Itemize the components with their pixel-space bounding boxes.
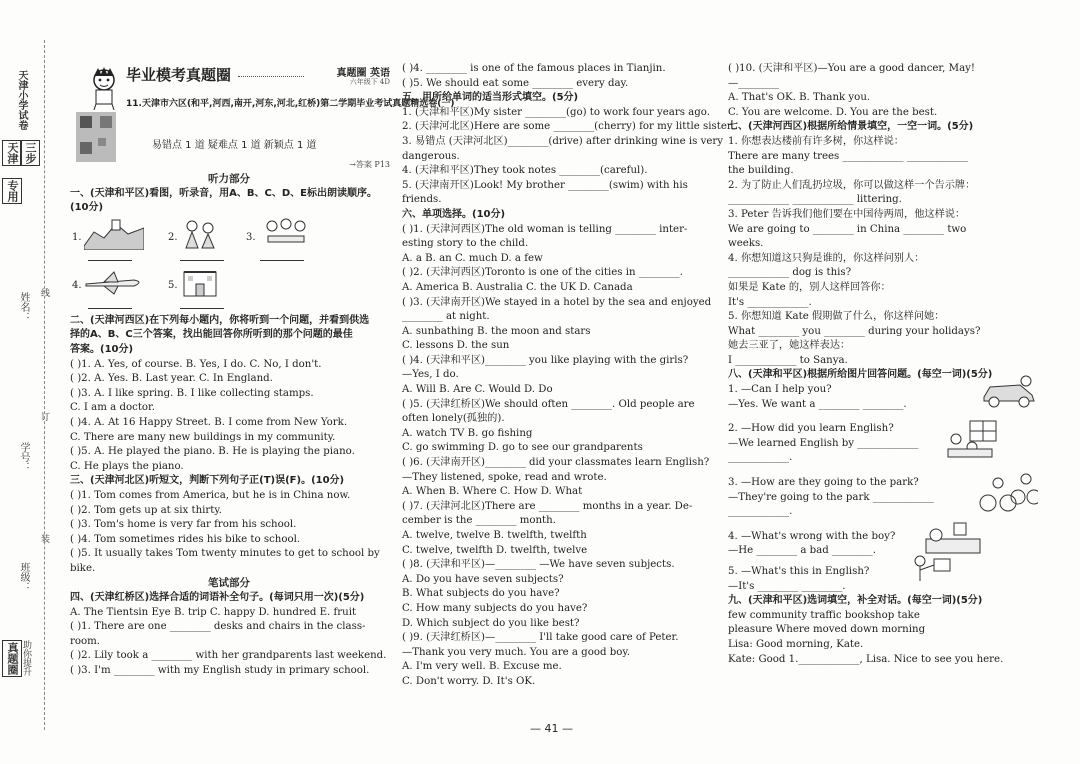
- margin-series-logo: 真题圈: [2, 640, 22, 677]
- pic-label-3: 3.: [246, 231, 256, 243]
- children-picture: [180, 218, 220, 250]
- binding-word-2: 订: [39, 412, 49, 421]
- question-row: 4. 你想知道这只狗是谁的，你这样问别人：: [728, 252, 925, 264]
- section-1-score: (10分): [70, 202, 104, 214]
- question-row: ( )2. A. Yes. B. Last year. C. In England.: [70, 373, 273, 385]
- question-stats: 易错点 1 道 疑难点 1 道 新颖点 1 道: [152, 140, 317, 151]
- binding-word-1: 线: [39, 288, 49, 297]
- section-1-instruction: 一、(天津和平区)看图，听录音，用A、B、C、D、E标出朗读顺序。: [70, 187, 377, 199]
- title-dotted-rule: [238, 76, 304, 77]
- question-row: —Yes, I do.: [402, 369, 459, 381]
- question-row: ____________ dog is this?: [728, 267, 852, 279]
- pic-label-1: 1.: [72, 231, 82, 243]
- question-row: weeks.: [728, 238, 764, 250]
- question-row: C. twelve, twelfth D. twelfth, twelve: [402, 544, 588, 556]
- section-7-instruction: 七、(天津河西区)根据所给情景填空，一空一词。(5分): [728, 121, 974, 133]
- column-1: [70, 172, 388, 679]
- question-row: C. How many subjects do you have?: [402, 602, 588, 614]
- question-row: ( )3. (天津南开区)We stayed in a hotel by the sea and enjoyed: [402, 296, 712, 308]
- family-table-picture: [260, 216, 312, 250]
- question-row: ( )2. Tom gets up at six thirty.: [70, 504, 223, 516]
- question-row: A. Will B. Are C. Would D. Do: [402, 384, 553, 396]
- question-row: 5. 你想知道 Kate 假期做了什么，你这样问她：: [728, 311, 945, 323]
- question-row: —Thank you very much. You are a good boy.: [402, 646, 631, 658]
- question-row: A. When B. Where C. How D. What: [402, 486, 583, 498]
- question-row: C. There are many new buildings in my community.: [70, 431, 336, 443]
- question-row: ____________ ____________ littering.: [728, 194, 902, 206]
- question-row: 2. 为了防止人们乱扔垃圾，你可以做这样一个告示牌：: [728, 179, 976, 191]
- question-row: —He ________ a bad ________.: [728, 545, 876, 557]
- pic-label-2: 2.: [168, 231, 178, 243]
- question-row: 3. 易错点 (天津河北区)________(drive) after drinking wine is very: [402, 135, 723, 147]
- picture-questions: [728, 383, 1044, 594]
- question-row: 5. (天津南开区)Look! My brother ________(swim) with his: [402, 179, 688, 191]
- question-row: ( )10. (天津和平区)—You are a good dancer, May!: [728, 63, 976, 74]
- question-row: ( )7. (天津河北区)There are ________ months in a year. De-: [402, 500, 693, 512]
- question-row: —They're going to the park ____________: [728, 491, 934, 503]
- answer-line-3: [260, 260, 304, 261]
- question-row: ____________.: [728, 506, 793, 518]
- question-row: —Yes. We want a ________ ________.: [728, 398, 907, 410]
- question-row: 3. —How are they going to the park?: [728, 477, 919, 489]
- section-3-instruction: 三、(天津河北区)听短文，判断下列句子正(T)误(F)。(10分): [70, 475, 345, 487]
- margin-logo-tianjin: 天津: [2, 140, 22, 166]
- section-2-instruction-b: 择的A、B、C三个答案，找出能回答你所听到的那个问题的最佳: [70, 329, 353, 341]
- question-row: A. America B. Australia C. the UK D. Canada: [402, 281, 633, 293]
- question-row: 5. —What's this in English?: [728, 566, 870, 577]
- question-row: ( )1. There are one ________ desks and chairs in the class-: [70, 621, 366, 633]
- question-row: A. Do you have seven subjects?: [402, 573, 564, 585]
- question-row: ____________.: [728, 452, 793, 464]
- question-row: A. I'm very well. B. Excuse me.: [402, 661, 562, 673]
- students-computer-picture: [946, 419, 998, 461]
- sick-boy-picture: [924, 521, 982, 557]
- section-4-instruction: 四、(天津红桥区)选择合适的词语补全句子。(每词只用一次)(5分): [70, 592, 365, 604]
- answer-line-4: [88, 308, 132, 309]
- class-label: 班级：: [18, 562, 29, 592]
- column-3: [728, 62, 1044, 667]
- question-row: C. go swimming D. go to see our grandparents: [402, 442, 643, 454]
- bicycles-picture: [978, 473, 1038, 513]
- name-label: 姓名：: [18, 292, 29, 322]
- question-row: A. sunbathing B. the moon and stars: [402, 325, 591, 337]
- question-row: C. He plays the piano.: [70, 460, 184, 472]
- question-row: There are many trees ____________ ____________: [728, 150, 968, 162]
- question-row: ________ at night.: [402, 311, 490, 323]
- question-row: friends.: [402, 194, 442, 206]
- question-row: ( )2. (天津河西区)Toronto is one of the cities in ________.: [402, 267, 683, 279]
- question-row: room.: [70, 635, 101, 647]
- id-label: 学号：: [18, 442, 29, 472]
- brand-label: 真题圈 英语: [336, 68, 390, 79]
- question-row: 1. 你想表达楼前有许多树，你这样说：: [728, 135, 904, 147]
- section-5-instruction: 五、用所给单词的适当形式填空。(5分): [402, 92, 579, 104]
- question-row: A. a B. an C. much D. a few: [402, 252, 543, 264]
- school-building-picture: [180, 264, 220, 298]
- question-row: A. watch TV B. go fishing: [402, 427, 533, 439]
- question-row: A. twelve, twelve B. twelfth, twelfth: [402, 530, 587, 541]
- question-row: 2. —How did you learn English?: [728, 423, 894, 435]
- question-row: ( )2. Lily took a ________ with her grandparents last weekend.: [70, 650, 387, 662]
- answer-line-2: [180, 260, 224, 261]
- section-8-instruction: 八、(天津和平区)根据所给图片回答问题。(每空一词)(5分): [728, 369, 993, 381]
- section-2-instruction-a: 二、(天津河西区)在下列每小题内，你将听到一个问题，并看到供选: [70, 314, 370, 326]
- question-row: ( )4. Tom sometimes rides his bike to school.: [70, 533, 301, 545]
- question-row: It's ____________.: [728, 296, 812, 308]
- column-2: [402, 62, 734, 690]
- question-row: ( )4. A. At 16 Happy Street. B. I come from New York.: [70, 416, 348, 428]
- question-row: 1. (天津和平区)My sister ________(go) to work four years ago.: [402, 106, 710, 118]
- question-row: I ____________ to Sanya.: [728, 354, 848, 366]
- teacher-pointing-picture: [912, 555, 952, 585]
- question-row: C. You are welcome. D. You are the best.: [728, 106, 938, 118]
- question-row: —We learned English by ____________: [728, 437, 919, 449]
- margin-logo-sanbu: 三步: [20, 140, 40, 166]
- question-row: esting story to the child.: [402, 238, 529, 250]
- question-row: ( )8. (天津和平区)—________ —We have seven subjects.: [402, 559, 675, 571]
- section-2-instruction-c: 答案。(10分): [70, 343, 134, 355]
- great-wall-picture: [84, 218, 144, 250]
- question-row: C. lessons D. the sun: [402, 340, 510, 352]
- car-picture: [980, 375, 1038, 409]
- question-row: 2. (天津河北区)Here are some ________(cherry) for my little sister.: [402, 121, 734, 133]
- binding-word-3: 装: [39, 534, 49, 543]
- question-row: ( )3. A. I like spring. B. I like collecting stamps.: [70, 387, 314, 399]
- question-row: ( )4. ________ is one of the famous places in Tianjin.: [402, 63, 666, 74]
- pic-label-5: 5.: [168, 279, 178, 291]
- question-row: ( )5. A. He played the piano. B. He is playing the piano.: [70, 446, 355, 458]
- question-row: 1. —Can I help you?: [728, 384, 832, 396]
- question-row: ( )5. (天津红桥区)We should often ________. Old people are: [402, 398, 695, 410]
- question-row: 她去三亚了，她这样表达：: [728, 340, 851, 352]
- listening-pictures: [70, 216, 388, 314]
- question-row: ( )3. I'm ________ with my English study in primary school.: [70, 665, 370, 677]
- section-9-instruction: 九、(天津和平区)选词填空，补全对话。(每空一词)(5分): [728, 595, 983, 607]
- question-row: ( )1. Tom comes from America, but he is in China now.: [70, 489, 351, 501]
- dialogue-line: Lisa: Good morning, Kate.: [728, 638, 864, 650]
- binding-dashed-line: [44, 40, 45, 730]
- question-row: dangerous.: [402, 150, 460, 162]
- section-title-writing: 笔试部分: [208, 577, 250, 590]
- question-row: ( )1. A. Yes, of course. B. Yes, I do. C. No, I don't.: [70, 358, 322, 370]
- question-row: —________: [728, 77, 779, 89]
- question-row: the building.: [728, 165, 794, 177]
- word-bank-row-2: pleasure Where moved down morning: [728, 624, 926, 636]
- question-row: We are going to ________ in China ________ two: [728, 223, 967, 235]
- question-row: C. I am a doctor.: [70, 402, 156, 414]
- question-row: ( )9. (天津红桥区)—________ I'll take good care of Peter.: [402, 632, 679, 644]
- pic-label-4: 4.: [72, 279, 82, 291]
- word-bank: A. The Tientsin Eye B. trip C. happy D. hundred E. fruit: [70, 606, 357, 618]
- question-row: C. Don't worry. D. It's OK.: [402, 675, 536, 687]
- dialogue-line: Kate: Good 1.____________, Lisa. Nice to see you here.: [728, 653, 1004, 665]
- question-row: ( )5. It usually takes Tom twenty minutes to get to school by: [70, 548, 380, 560]
- grade-label: 六年级下 4D: [349, 78, 390, 86]
- exam-title: 毕业模考真题圈: [126, 66, 232, 84]
- section-title-listening: 听力部分: [208, 173, 250, 185]
- question-row: ( )1. (天津河西区)The old woman is telling ________ inter-: [402, 223, 688, 235]
- question-row: B. What subjects do you have?: [402, 588, 560, 600]
- answer-reference: →答案 P13: [349, 160, 390, 169]
- question-row: ( )5. We should eat some ________ every day.: [402, 77, 629, 89]
- cartoon-boy-icon: [86, 66, 122, 110]
- airplane-picture: [84, 270, 146, 296]
- margin-logo-zhuanyong: 专用: [2, 178, 22, 204]
- question-row: 4. (天津和平区)They took notes ________(careful).: [402, 165, 648, 177]
- question-row: cember is the ________ month.: [402, 515, 556, 527]
- qr-code-icon: [76, 112, 116, 162]
- question-row: D. Which subject do you like best?: [402, 617, 580, 629]
- answer-line-5: [180, 308, 224, 309]
- question-row: —It's ________ ________.: [728, 580, 846, 592]
- question-row: ( )6. (天津南开区)________ did your classmates learn English?: [402, 457, 710, 469]
- word-bank-row-1: few community traffic bookshop take: [728, 609, 920, 621]
- question-row: 如果是 Kate 的，别人这样回答你：: [728, 281, 891, 293]
- page-number: — 41 —: [530, 722, 573, 735]
- answer-line-1: [88, 260, 132, 261]
- question-row: 3. Peter 告诉我们他们要在中国待两周，他这样说：: [728, 208, 966, 220]
- question-row: 4. —What's wrong with the boy?: [728, 530, 896, 542]
- question-row: bike.: [70, 562, 96, 574]
- question-row: ( )4. (天津和平区)________ you like playing with the girls?: [402, 354, 689, 366]
- margin-top-label: 天津小学试卷: [16, 70, 27, 130]
- margin-tagline: 助你提升: [21, 640, 31, 676]
- question-row: What ________ you ________ during your holidays?: [728, 325, 981, 337]
- question-row: often lonely(孤独的).: [402, 413, 505, 425]
- exam-name: 11.天津市六区(和平,河西,南开,河东,河北,红桥)第二学期毕业考试真题精选卷(一): [126, 99, 455, 109]
- question-row: —They listened, spoke, read and wrote.: [402, 471, 607, 483]
- question-row: ( )3. Tom's home is very far from his school.: [70, 519, 297, 531]
- question-row: A. That's OK. B. Thank you.: [728, 92, 871, 104]
- section-6-instruction: 六、单项选择。(10分): [402, 208, 506, 220]
